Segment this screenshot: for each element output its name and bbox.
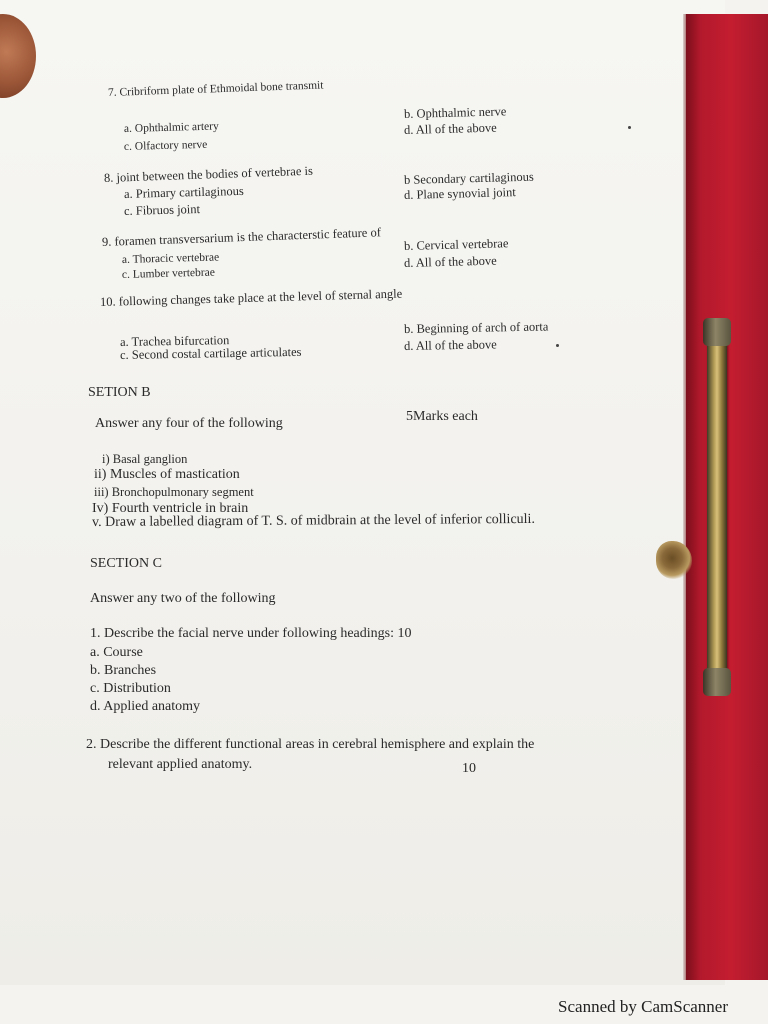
section-b-item: ii) Muscles of mastication <box>94 467 240 482</box>
binder-clip <box>707 322 727 692</box>
q9-option-b: b. Cervical vertebrae <box>403 236 509 253</box>
q7-stem: 7. Cribriform plate of Ethmoidal bone transmit <box>107 79 324 99</box>
section-b-heading: SETION B <box>88 385 151 400</box>
q7-option-d: d. All of the above <box>403 120 497 137</box>
red-folder <box>686 14 768 980</box>
section-b-instruction: Answer any four of the following <box>95 416 283 431</box>
section-b-item: v. Draw a labelled diagram of T. S. of midbrain at the level of inferior colliculi. <box>91 511 535 530</box>
q10-stem: 10. following changes take place at the level of sternal angle <box>99 286 403 309</box>
scanner-watermark: Scanned by CamScanner <box>558 997 728 1016</box>
q8-option-c: c. Fibruos joint <box>123 202 201 218</box>
q8-option-b: b Secondary cartilaginous <box>403 169 534 187</box>
section-c-heading: SECTION C <box>90 556 162 571</box>
section-b-marks: 5Marks each <box>406 409 478 424</box>
q7-option-c: c. Olfactory nerve <box>123 138 208 153</box>
section-c-instruction: Answer any two of the following <box>90 591 276 606</box>
clip-bottom-cap <box>703 668 731 696</box>
section-c-q2-line1: 2. Describe the different functional areas in cerebral hemisphere and explain the <box>86 737 535 752</box>
speck <box>556 344 559 347</box>
section-c-q1-part: c. Distribution <box>90 681 171 696</box>
section-c-q1-part: a. Course <box>90 645 143 660</box>
section-b-item: i) Basal ganglion <box>102 452 188 466</box>
speck <box>628 126 631 129</box>
finger-shadow <box>0 14 36 98</box>
q8-option-a: a. Primary cartilaginous <box>123 183 244 201</box>
q9-option-c: c. Lumber vertebrae <box>121 266 216 281</box>
q8-option-d: d. Plane synovial joint <box>403 185 516 202</box>
clip-top-cap <box>703 318 731 346</box>
section-c-q2-marks: 10 <box>462 761 476 776</box>
section-b-item: iii) Bronchopulmonary segment <box>94 485 254 499</box>
q10-option-c: c. Second costal cartilage articulates <box>119 344 302 362</box>
q8-stem: 8. joint between the bodies of vertebrae is <box>103 163 314 185</box>
q9-stem: 9. foramen transversarium is the characterstic feature of <box>101 225 382 249</box>
q10-option-b: b. Beginning of arch of aorta <box>403 319 549 336</box>
section-c-q1-part: d. Applied anatomy <box>90 699 201 714</box>
q10-option-a: a. Trachea bifurcation <box>119 333 230 349</box>
section-c-q1-part: b. Branches <box>90 663 157 678</box>
section-c-q1-stem: 1. Describe the facial nerve under following headings: 10 <box>90 626 412 641</box>
section-c-q2-line2: relevant applied anatomy. <box>108 757 253 772</box>
q7-option-b: b. Ophthalmic nerve <box>403 104 507 121</box>
section-b-item: Iv) Fourth ventricle in brain <box>92 501 249 516</box>
q9-option-d: d. All of the above <box>403 253 497 270</box>
q9-option-a: a. Thoracic vertebrae <box>121 251 220 266</box>
q7-option-a: a. Ophthalmic artery <box>123 120 219 135</box>
stain-mark <box>656 541 692 579</box>
q10-option-d: d. All of the above <box>403 337 497 353</box>
